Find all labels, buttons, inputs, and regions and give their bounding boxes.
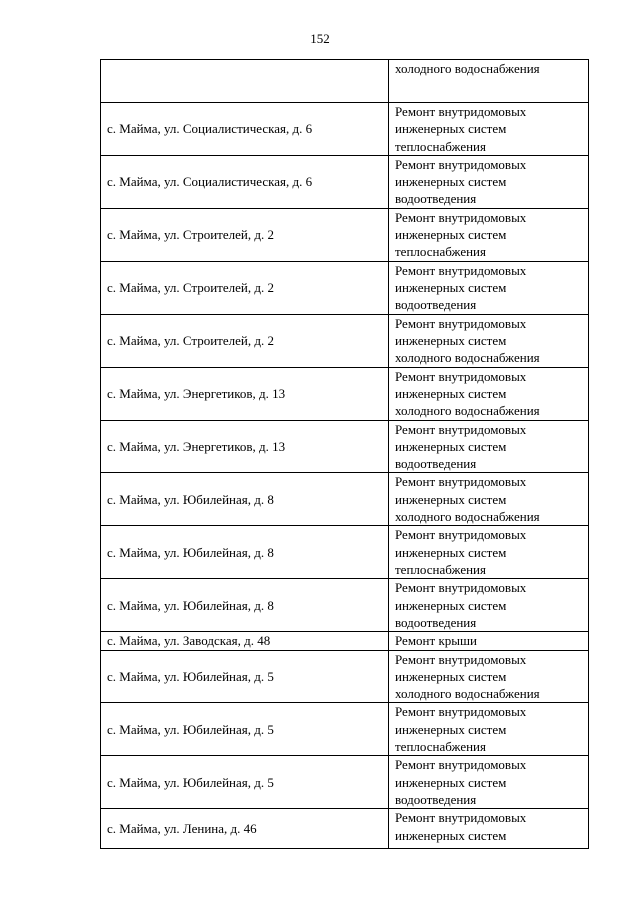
work-line: инженерных систем: [395, 385, 507, 401]
work-line: инженерных систем: [395, 774, 507, 790]
work-cell: [389, 208, 589, 261]
work-cell: [389, 473, 589, 526]
address-cell: [101, 60, 389, 103]
address-cell: с. Майма, ул. Юбилейная, д. 5: [101, 650, 389, 703]
address-cell: с. Майма, ул. Заводская, д. 48: [101, 632, 389, 650]
table-row: [101, 208, 589, 261]
work-line: инженерных систем: [395, 227, 507, 243]
work-line: водоотведения: [395, 297, 477, 313]
address-cell: с. Майма, ул. Строителей, д. 2: [101, 208, 389, 261]
work-line: холодного водоснабжения: [395, 350, 540, 366]
address-cell: с. Майма, ул. Энергетиков, д. 13: [101, 420, 389, 473]
work-line: Ремонт внутридомовых: [395, 757, 527, 773]
work-line: Ремонт внутридомовых: [395, 104, 527, 119]
work-line: инженерных систем: [395, 597, 507, 613]
work-line: водоотведения: [395, 456, 477, 472]
work-line: инженерных систем: [395, 827, 507, 843]
work-line: холодного водоснабжения: [395, 686, 540, 702]
work-cell: [389, 703, 589, 756]
work-cell: [389, 261, 589, 314]
work-line: Ремонт внутридомовых: [395, 527, 527, 543]
work-cell: [389, 155, 589, 208]
work-cell: [389, 60, 589, 103]
address-cell: с. Майма, ул. Юбилейная, д. 5: [101, 703, 389, 756]
work-cell: [389, 526, 589, 579]
work-line: водоотведения: [395, 191, 477, 207]
work-line: Ремонт внутридомовых: [395, 315, 527, 331]
address-cell: с. Майма, ул. Юбилейная, д. 5: [101, 756, 389, 809]
works-table-body: [101, 60, 589, 849]
work-line: Ремонт внутридомовых: [395, 474, 527, 490]
work-line: Ремонт внутридомовых: [395, 421, 527, 437]
address-cell: с. Майма, ул. Энергетиков, д. 13: [101, 367, 389, 420]
work-line: инженерных систем: [395, 332, 507, 348]
table-row: [101, 756, 589, 809]
work-line: теплоснабжения: [395, 138, 486, 154]
works-table: [100, 59, 589, 849]
work-cell: [389, 756, 589, 809]
table-row: [101, 155, 589, 208]
work-line: Ремонт внутридомовых: [395, 209, 527, 225]
work-line: инженерных систем: [395, 174, 507, 190]
work-line: Ремонт внутридомовых: [395, 704, 527, 720]
address-cell: с. Майма, ул. Строителей, д. 2: [101, 314, 389, 367]
work-line: холодного водоснабжения: [395, 403, 540, 419]
table-row: [101, 526, 589, 579]
work-line: теплоснабжения: [395, 562, 486, 578]
work-line: теплоснабжения: [395, 244, 486, 260]
table-row: [101, 632, 589, 650]
work-line: теплоснабжения: [395, 739, 486, 755]
work-line: холодного водоснабжения: [395, 509, 540, 525]
table-row: [101, 579, 589, 632]
work-line: инженерных систем: [395, 544, 507, 560]
table-row: [101, 103, 589, 156]
table-row: [101, 314, 589, 367]
table-row: [101, 261, 589, 314]
address-cell: с. Майма, ул. Юбилейная, д. 8: [101, 526, 389, 579]
work-line: Ремонт внутридомовых: [395, 156, 527, 172]
work-cell: [389, 420, 589, 473]
work-line: холодного водоснабжения: [395, 61, 540, 76]
address-cell: с. Майма, ул. Социалистическая, д. 6: [101, 155, 389, 208]
work-line: Ремонт крыши: [395, 633, 477, 649]
table-row: [101, 420, 589, 473]
work-cell: [389, 579, 589, 632]
address-cell: с. Майма, ул. Юбилейная, д. 8: [101, 579, 389, 632]
work-cell: [389, 314, 589, 367]
work-cell: [389, 367, 589, 420]
work-line: инженерных систем: [395, 491, 507, 507]
table-row: [101, 650, 589, 703]
work-line: водоотведения: [395, 614, 477, 630]
table-row: [101, 473, 589, 526]
work-line: инженерных систем: [395, 280, 507, 296]
work-line: Ремонт внутридомовых: [395, 580, 527, 596]
page-number: 152: [310, 31, 330, 46]
work-line: инженерных систем: [395, 668, 507, 684]
address-cell: с. Майма, ул. Юбилейная, д. 8: [101, 473, 389, 526]
work-line: Ремонт внутридомовых: [395, 651, 527, 667]
work-line: водоотведения: [395, 792, 477, 808]
address-cell: с. Майма, ул. Ленина, д. 46: [101, 809, 389, 849]
work-cell: [389, 650, 589, 703]
table-row: [101, 703, 589, 756]
work-cell: [389, 632, 589, 650]
work-line: Ремонт внутридомовых: [395, 368, 527, 384]
work-cell: [389, 809, 589, 849]
address-cell: с. Майма, ул. Социалистическая, д. 6: [101, 103, 389, 156]
address-cell: с. Майма, ул. Строителей, д. 2: [101, 261, 389, 314]
work-line: инженерных систем: [395, 438, 507, 454]
work-line: Ремонт внутридомовых: [395, 810, 527, 826]
work-line: инженерных систем: [395, 121, 507, 137]
work-line: Ремонт внутридомовых: [395, 262, 527, 278]
table-row: [101, 60, 589, 103]
work-line: инженерных систем: [395, 721, 507, 737]
table-row: [101, 809, 589, 849]
work-cell: [389, 103, 589, 156]
table-row: [101, 367, 589, 420]
